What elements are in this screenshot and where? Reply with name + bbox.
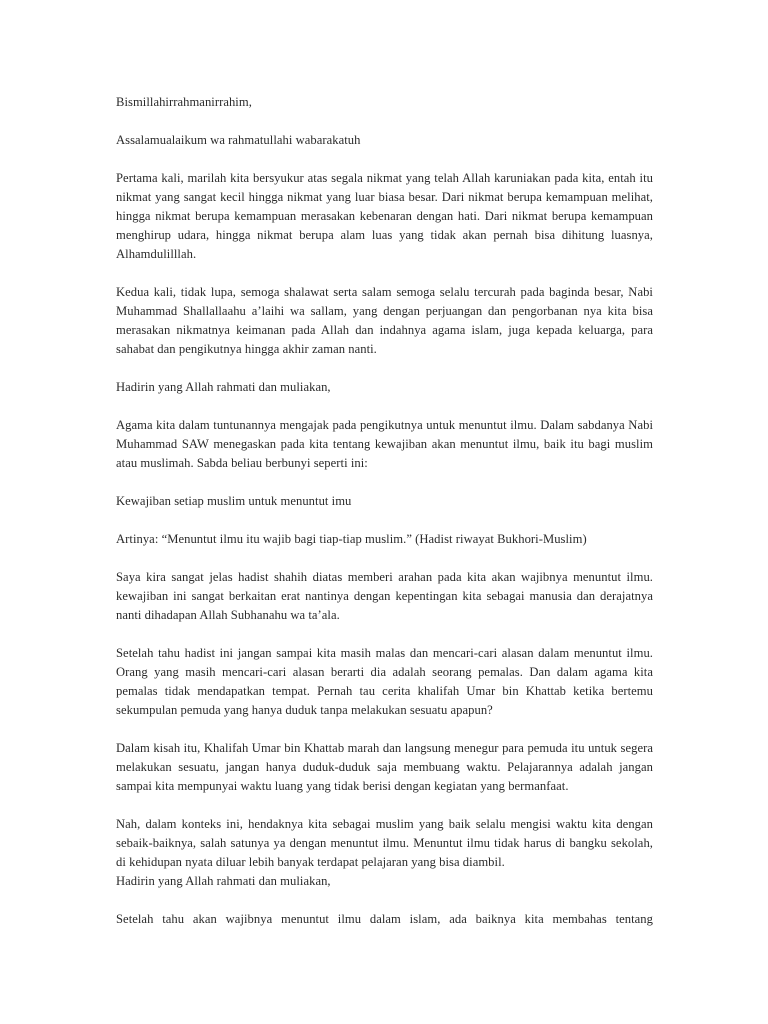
hadith-text: Kewajiban setiap muslim untuk menuntut imu — [116, 494, 352, 508]
document-body — [116, 93, 653, 929]
paragraph-closing-partial: Setelah tahu akan wajibnya menuntut ilmu dalam islam, ada baiknya kita membahas tentang — [116, 912, 653, 926]
greeting: Assalamualaikum wa rahmatullahi wabarakatuh — [116, 133, 361, 147]
paragraph-umar-story: Dalam kisah itu, Khalifah Umar bin Khattab marah dan langsung menegur para pemuda itu untuk segera melakukan sesuatu, jangan hanya duduk-duduk saja membuang waktu. Pelajarannya adalah jangan sampai kita mempunyai waktu luang yang tidak berisi dengan kegiatan yang bermanfaat. — [116, 741, 653, 793]
paragraph-use-time: Nah, dalam konteks ini, hendaknya kita sebagai muslim yang baik selalu mengisi waktu kita dengan sebaik-baiknya, salah satunya ya dengan menuntut ilmu. Menuntut ilmu tidak harus di bangku sekolah, di kehidupan nyata diluar lebih banyak terdapat pelajaran yang bisa diambil. — [116, 817, 653, 869]
opening-basmalah: Bismillahirrahmanirrahim, — [116, 95, 252, 109]
paragraph-hadith-explanation: Saya kira sangat jelas hadist shahih diatas memberi arahan pada kita akan wajibnya menuntut ilmu. kewajiban ini sangat berkaitan erat nantinya dengan kepentingan kita sebagai manusia dan derajatnya nanti dihadapan Allah Subhanahu wa ta’ala. — [116, 570, 653, 622]
audience-address-2: Hadirin yang Allah rahmati dan muliakan, — [116, 874, 331, 888]
paragraph-religion-knowledge: Agama kita dalam tuntunannya mengajak pada pengikutnya untuk menuntut ilmu. Dalam sabdanya Nabi Muhammad SAW menegaskan pada kita tentang kewajiban akan menuntut ilmu, baik itu bagi muslim atau muslimah. Sabda beliau berbunyi seperti ini: — [116, 418, 653, 470]
paragraph-gratitude: Pertama kali, marilah kita bersyukur atas segala nikmat yang telah Allah karuniakan pada kita, entah itu nikmat yang sangat kecil hingga nikmat yang luar biasa besar. Dari nikmat berupa kemampuan melihat, hingga nikmat berupa kemampuan merasakan kebenaran dengan hati. Dari nikmat berupa kemampuan menghirup udara, hingga nikmat berupa alam luas yang tidak akan pernah bisa dihitung luasnya, Alhamdulilllah. — [116, 171, 653, 261]
audience-address: Hadirin yang Allah rahmati dan muliakan, — [116, 380, 331, 394]
paragraph-shalawat: Kedua kali, tidak lupa, semoga shalawat serta salam semoga selalu tercurah pada baginda besar, Nabi Muhammad Shallallaahu a’laihi wa sallam, yang dengan perjuangan dan pengorbanan nya kita bisa merasakan nikmatnya keimanan pada Allah dan indahnya agama islam, juga kepada keluarga, para sahabat dan pengikutnya hingga akhir zaman nanti. — [116, 285, 653, 356]
paragraph-laziness: Setelah tahu hadist ini jangan sampai kita masih malas dan mencari-cari alasan dalam menuntut ilmu. Orang yang masih mencari-cari alasan berarti dia adalah seorang pemalas. Dan dalam agama kita pemalas tidak mendapatkan tempat. Pernah tau cerita khalifah Umar bin Khattab ketika bertemu sekumpulan pemuda yang hanya duduk tanpa melakukan sesuatu apapun? — [116, 646, 653, 717]
hadith-translation: Artinya: “Menuntut ilmu itu wajib bagi tiap-tiap muslim.” (Hadist riwayat Bukhori-Muslim) — [116, 532, 587, 546]
